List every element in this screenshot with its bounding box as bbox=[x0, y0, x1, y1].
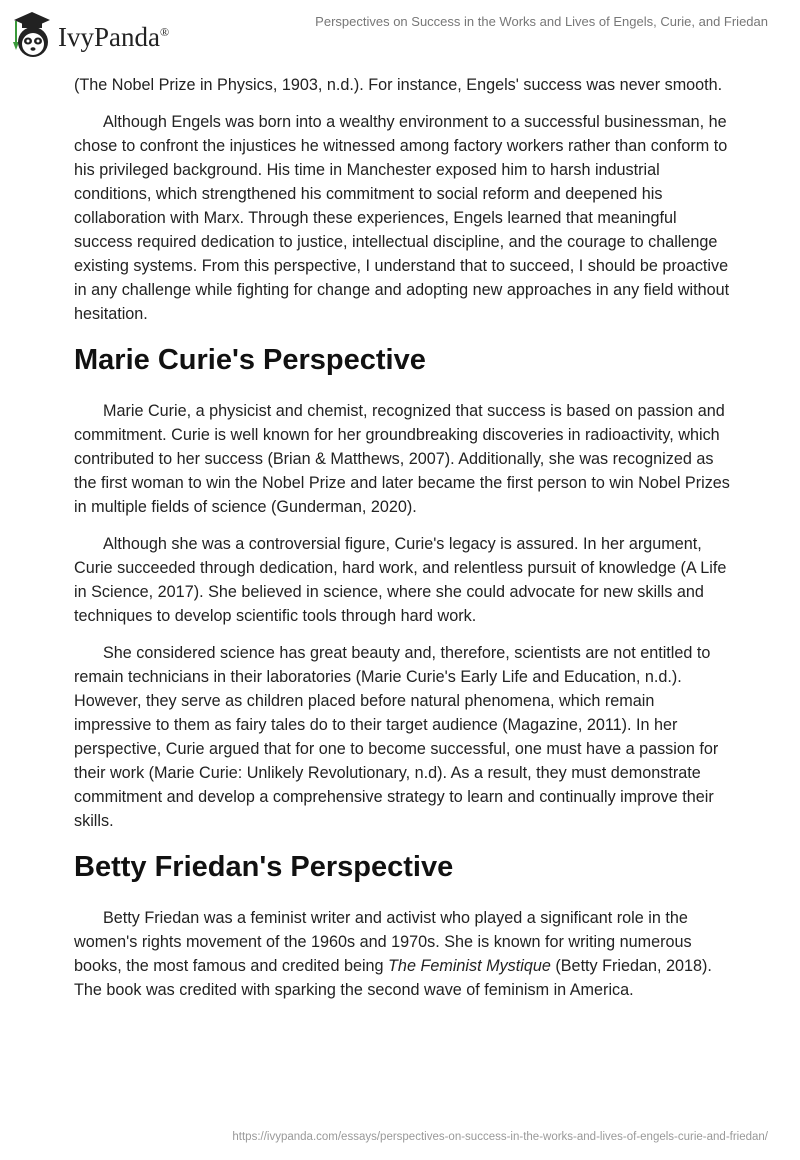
panda-mascot-icon bbox=[12, 8, 52, 60]
registered-mark: ® bbox=[159, 24, 170, 39]
section-heading-friedan: Betty Friedan's Perspective bbox=[74, 851, 454, 883]
book-title: The Feminist Mystique bbox=[388, 957, 551, 975]
section-heading-curie: Marie Curie's Perspective bbox=[74, 344, 426, 376]
text-span: (Betty Friedan, 2018). The book was credited with sparking the second wave of feminism in America. bbox=[74, 957, 712, 999]
paragraph: (The Nobel Prize in Physics, 1903, n.d.). For instance, Engels' success was never smooth. bbox=[74, 76, 723, 94]
source-url[interactable]: https://ivypanda.com/essays/perspectives-on-success-in-the-works-and-lives-of-engels-curie-and-friedan/ bbox=[232, 1131, 768, 1143]
text-span: Betty Friedan was a feminist writer and activist who played a significant role in the women's rights movement of the 1960s and 1970s. She is known for writing numerous books, the most famous and credited being bbox=[74, 909, 692, 975]
brand-text: IvyPanda bbox=[58, 21, 160, 52]
brand-name bbox=[58, 22, 169, 53]
paragraph: Although she was a controversial figure, Curie's legacy is assured. In her argument, Curie succeeded through dedication, hard work, and relentless pursuit of knowledge (A Life in Science, 2017). She believed in science, where she could advocate for new skills and techniques to develop scientific tools through hard work. bbox=[74, 535, 727, 625]
paragraph: She considered science has great beauty and, therefore, scientists are not entitled to remain technicians in their laboratories (Marie Curie's Early Life and Education, n.d.). However, they serve as children placed before natural phenomena, which remain impressive to them as fairy tales do to their target audience (Magazine, 2011). In her perspective, Curie argued that for one to become successful, one must have a passion for their work (Marie Curie: Unlikely Revolutionary, n.d). As a result, they must demonstrate commitment and develop a comprehensive strategy to learn and continually improve their skills. bbox=[74, 644, 719, 830]
paragraph: Marie Curie, a physicist and chemist, recognized that success is based on passion and commitment. Curie is well known for her groundbreaking discoveries in radioactivity, which contributed to her success (Brian & Matthews, 2007). Additionally, she was recognized as the first woman to win the Nobel Prize and later became the first person to win Nobel Prizes in multiple fields of science (Gunderman, 2020). bbox=[74, 402, 730, 516]
paragraph bbox=[74, 906, 730, 1002]
ivypanda-logo[interactable] bbox=[12, 8, 169, 60]
essay-content bbox=[74, 73, 730, 1015]
paragraph: Although Engels was born into a wealthy environment to a successful businessman, he chose to confront the injustices he witnessed among factory workers rather than conform to his privileged background. His time in Manchester exposed him to harsh industrial conditions, which strengthened his commitment to social reform and deepened his collaboration with Marx. Through these experiences, Engels learned that meaningful success required dedication to justice, intellectual discipline, and the courage to challenge existing systems. From this perspective, I understand that to succeed, I should be proactive in any challenge while fighting for change and adopting new approaches in any field without hesitation. bbox=[74, 113, 730, 323]
document-title: Perspectives on Success in the Works and Lives of Engels, Curie, and Friedan bbox=[315, 14, 768, 29]
header bbox=[0, 0, 800, 70]
